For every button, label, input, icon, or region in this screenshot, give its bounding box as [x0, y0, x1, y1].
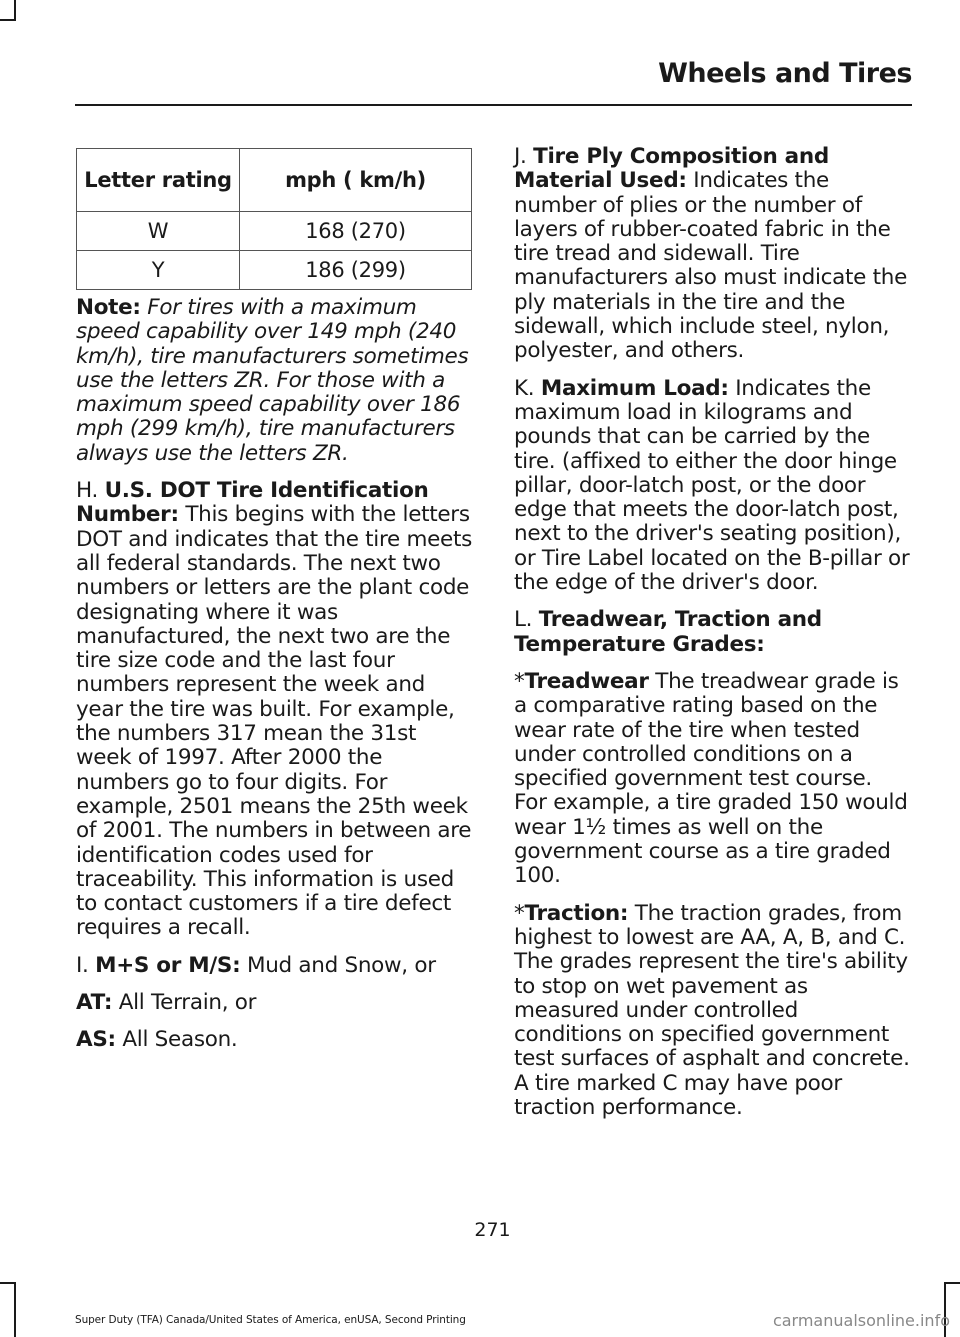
treadwear-title: Treadwear: [524, 668, 649, 694]
speed-rating-table: [76, 148, 472, 290]
item-i-title: M+S or M/S:: [95, 952, 241, 978]
item-at-text: All Terrain, or: [118, 990, 257, 1016]
item-i-paragraph: [76, 954, 472, 978]
item-h-prefix: H.: [76, 478, 99, 504]
table-cell-letter: W: [77, 212, 240, 251]
treadwear-prefix: *: [514, 668, 525, 694]
table-cell-speed: 186 (299): [240, 251, 472, 290]
watermark: carmanualsonline.info: [772, 1311, 950, 1330]
item-j-text: Indicates the number of plies or the number of layers of rubber-coated fabric in the tire tread and sidewall. Tire manufacturers also must indicate the ply materials in the tire and the sidewall, which include steel, nylon, polyester, and others.: [514, 168, 908, 364]
edition-footer: Super Duty (TFA) Canada/United States of America, enUSA, Second Printing: [75, 1314, 466, 1326]
item-i-prefix: I.: [76, 952, 89, 978]
item-h-title: U.S. DOT Tire Identification Number:: [76, 478, 429, 528]
item-l-title: Treadwear, Traction and Temperature Grades:: [514, 607, 822, 657]
table-header-row: [77, 149, 472, 212]
table-row: [77, 251, 472, 290]
item-k-title: Maximum Load:: [540, 375, 729, 401]
item-j-paragraph: [514, 145, 910, 364]
item-at-title: AT:: [76, 990, 113, 1016]
item-as-text: All Season.: [122, 1027, 238, 1053]
crop-mark-bottom-left: [14, 1282, 16, 1337]
traction-title: Traction:: [524, 900, 629, 926]
note-text: For tires with a maximum speed capability over 149 mph (240 km/h), tire manufacturers sometimes use the letters ZR. For those with a maximum speed capability over 186 mph (299 km/h), tire manufacturers always use the letters ZR.: [76, 295, 469, 466]
treadwear-paragraph: [514, 670, 910, 889]
header-rule: [75, 104, 912, 106]
item-as-title: AS:: [76, 1027, 116, 1053]
item-h-text: This begins with the letters DOT and indicates that the tire meets all federal standards. The next two numbers or letters are the plant code designating where it was manufactured, the next two are the tire size code and the last four numbers represent the week and year the tire was built. For example, the numbers 317 mean the 31st week of 1997. After 2000 the numbers go to four digits. For example, 2501 means the 25th week of 2001. The numbers in between are identification codes used for traceability. This information is used to contact customers if a tire defect requires a recall.: [76, 502, 473, 941]
page-number: 271: [474, 1219, 511, 1241]
traction-paragraph: [514, 902, 910, 1121]
item-h-paragraph: [76, 479, 472, 941]
item-l-prefix: L.: [514, 607, 533, 633]
table-row: [77, 212, 472, 251]
item-i-text: Mud and Snow, or: [246, 952, 436, 978]
item-j-title: Tire Ply Composition and Material Used:: [514, 144, 829, 194]
item-j-prefix: J.: [514, 144, 527, 169]
traction-text: The traction grades, from highest to lowest are AA, A, B, and C. The grades represent the tire's ability to stop on wet pavement as measured under controlled conditions on specified government test surfaces of asphalt and concrete. A tire marked C may have poor traction performance.: [514, 900, 910, 1120]
treadwear-text: The treadwear grade is a comparative rating based on the wear rate of the tire when tested under controlled conditions on a specified government test course. For example, a tire graded 150 would wear 1½ times as well on the government course as a tire graded 100.: [514, 668, 908, 889]
right-column: [514, 145, 910, 1133]
column-header-speed: mph ( km/h): [240, 149, 472, 212]
crop-mark-bottom-left-h: [0, 1282, 16, 1284]
table-cell-speed: 168 (270): [240, 212, 472, 251]
section-title: Wheels and Tires: [658, 58, 912, 89]
crop-mark-top-left: [14, 0, 16, 20]
item-l-paragraph: [514, 608, 910, 657]
table-cell-letter: Y: [77, 251, 240, 290]
item-k-paragraph: [514, 377, 910, 596]
item-k-prefix: K.: [514, 375, 535, 401]
note-paragraph: [76, 296, 472, 466]
item-as-paragraph: [76, 1028, 472, 1052]
item-at-paragraph: [76, 991, 472, 1015]
traction-prefix: *: [514, 900, 525, 926]
item-k-text: Indicates the maximum load in kilograms and pounds that can be carried by the tire. (affixed to either the door hinge pillar, door-latch post, or the door edge that meets the door-latch post, next to the driver's seating position), or Tire Label located on the B-pillar or the edge of the driver's door.: [514, 375, 910, 596]
left-column: [76, 145, 472, 1066]
note-label: Note:: [76, 295, 141, 320]
crop-mark-bottom-right-h: [944, 1282, 960, 1284]
column-header-letter-rating: Letter rating: [77, 149, 240, 212]
crop-mark-top-left-h: [0, 19, 16, 21]
